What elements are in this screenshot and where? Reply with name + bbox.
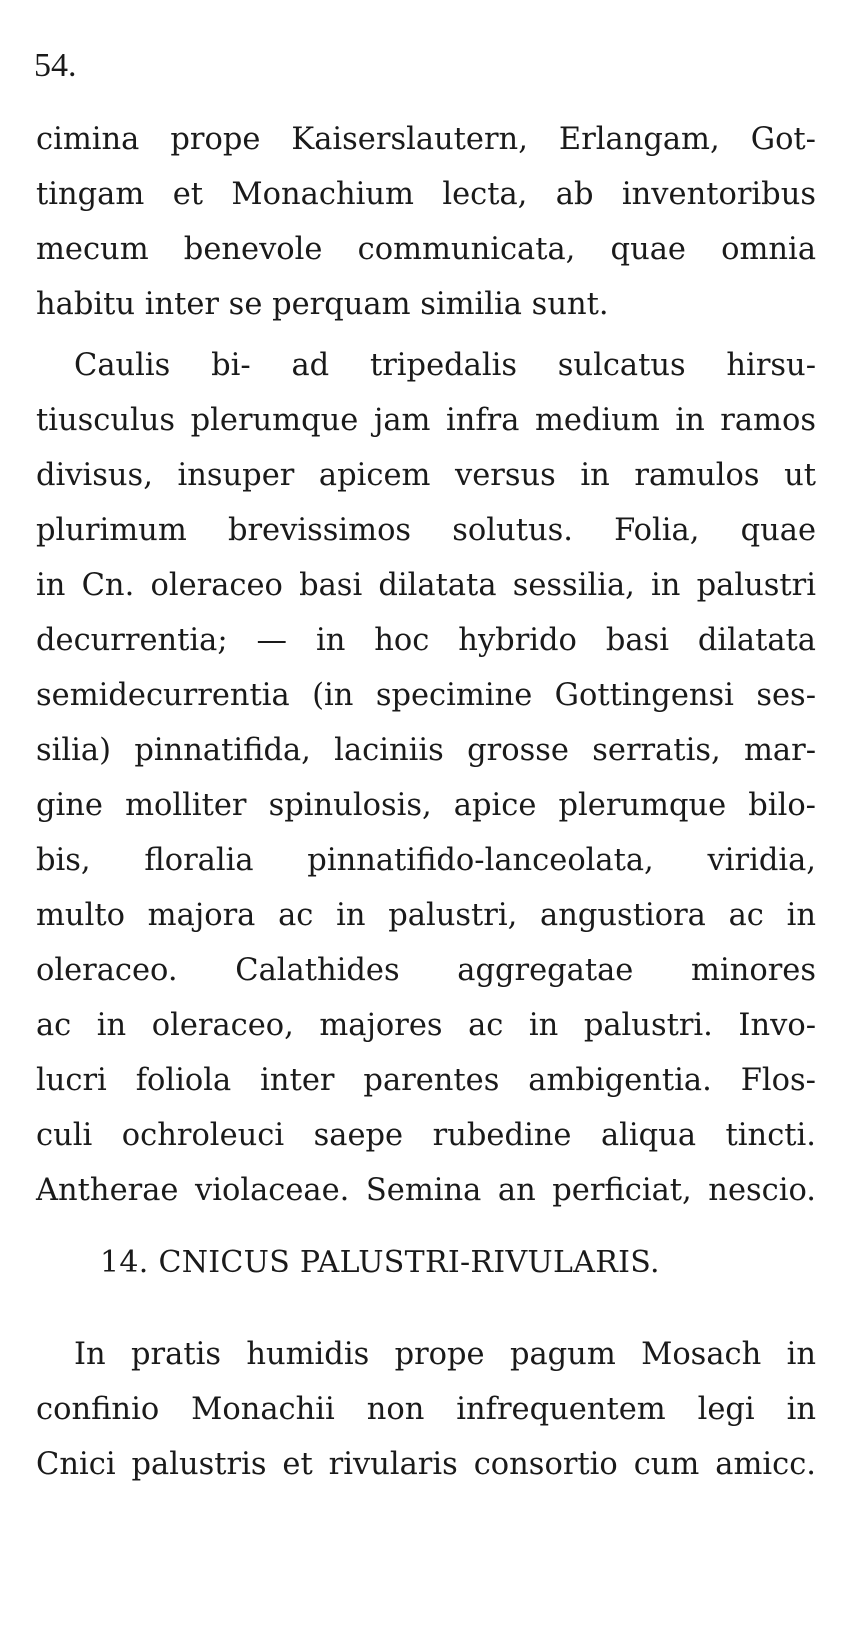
paragraph-habitat: [36, 1327, 816, 1492]
paragraph-continuation: [36, 112, 816, 332]
text-line: Cnici palustris et rivularis consortio cum amicc.: [36, 1447, 816, 1482]
text-line: bis, floralia pinnatifido-lanceolata, viridia,: [36, 843, 816, 878]
text-line: semidecurrentia (in specimine Gottingensi ses-: [36, 678, 816, 713]
text-line: Caulis bi- ad tripedalis sulcatus hirsu-: [74, 348, 816, 383]
text-line: silia) pinnatifida, laciniis grosse serratis, mar-: [36, 733, 816, 768]
paragraph-description: [36, 338, 816, 1218]
text-line: cimina prope Kaiserslautern, Erlangam, Got-: [36, 122, 816, 157]
page-number: 54.: [34, 47, 77, 84]
text-line: oleraceo. Calathides aggregatae minores: [36, 953, 816, 988]
text-line: multo majora ac in palustri, angustiora ac in: [36, 898, 816, 933]
text-line: mecum benevole communicata, quae omnia: [36, 232, 816, 267]
text-line: tingam et Monachium lecta, ab inventoribus: [36, 177, 816, 212]
text-line: In pratis humidis prope pagum Mosach in: [74, 1337, 816, 1372]
text-line: Antherae violaceae. Semina an perficiat, nescio.: [36, 1173, 816, 1208]
text-line: ac in oleraceo, majores ac in palustri. Invo-: [36, 1008, 816, 1043]
text-line: confinio Monachii non infrequentem legi in: [36, 1392, 816, 1427]
text-line: habitu inter se perquam similia sunt.: [36, 287, 609, 322]
text-line: divisus, insuper apicem versus in ramulos ut: [36, 458, 816, 493]
text-line: lucri foliola inter parentes ambigentia. Flos-: [36, 1063, 816, 1098]
text-line: tiusculus plerumque jam infra medium in ramos: [36, 403, 816, 438]
text-line: decurrentia; — in hoc hybrido basi dilatata: [36, 623, 816, 658]
text-line: culi ochroleuci saepe rubedine aliqua tincti.: [36, 1118, 816, 1153]
text-line: gine molliter spinulosis, apice plerumque bilo-: [36, 788, 816, 823]
section-heading: 14. CNICUS PALUSTRI-RIVULARIS.: [100, 1245, 660, 1280]
text-line: plurimum brevissimos solutus. Folia, quae: [36, 513, 816, 548]
text-line: in Cn. oleraceo basi dilatata sessilia, in palustri: [36, 568, 816, 603]
